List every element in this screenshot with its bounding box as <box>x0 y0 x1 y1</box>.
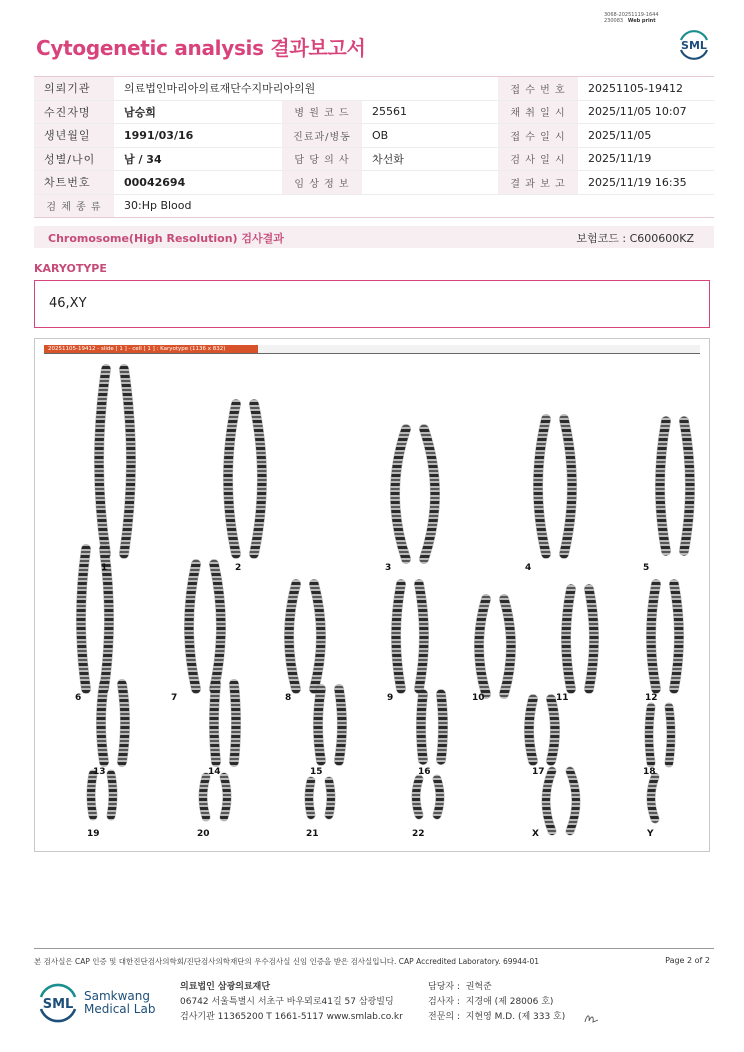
chromosome-label-17: 17 <box>532 767 545 777</box>
institution-info <box>180 980 403 1025</box>
samkwang-logo-text: Samkwang Medical Lab <box>84 989 156 1016</box>
chromosome-18-2 <box>669 707 671 763</box>
institution-name: 의료법인 삼광의료재단 <box>180 982 271 992</box>
info-label: 의뢰기관 <box>34 77 114 101</box>
samkwang-logo-icon <box>36 980 80 1024</box>
chromosome-label-14: 14 <box>208 767 221 777</box>
info-value: 2025/11/05 <box>578 124 714 148</box>
chromosome-label-18: 18 <box>643 767 656 777</box>
info-label: 진료과/병동 <box>282 124 362 148</box>
info-label: 수진자명 <box>34 100 114 124</box>
chromosome-label-19: 19 <box>87 829 100 839</box>
info-value: 20251105-19412 <box>578 77 714 101</box>
chromosome-8-2 <box>314 584 321 689</box>
info-label: 차트번호 <box>34 171 114 195</box>
info-label: 병 원 코 드 <box>282 100 362 124</box>
chromosome-2-1 <box>228 404 236 554</box>
chromosome-label-1: 1 <box>101 563 108 573</box>
sml-logo-text: SML <box>681 39 707 52</box>
chromosome-label-3: 3 <box>385 563 392 573</box>
chromosome-8-1 <box>289 584 296 689</box>
info-label: 임 상 정 보 <box>282 171 362 195</box>
chromosome-11-2 <box>589 589 594 689</box>
info-value: 00042694 <box>114 171 282 195</box>
chromosome-label-20: 20 <box>197 829 210 839</box>
chromosome-9-2 <box>419 584 424 689</box>
chromosome-label-4: 4 <box>525 563 532 573</box>
info-row <box>34 171 714 195</box>
chromosome-label-15: 15 <box>310 767 323 777</box>
staff-row: 담당자 : 권혁준 <box>428 982 492 992</box>
info-label: 검 사 일 시 <box>498 147 578 171</box>
chromosome-9-1 <box>396 584 401 689</box>
chromosome-label-5: 5 <box>643 563 650 573</box>
chromosome-4-2 <box>564 419 572 554</box>
karyogram-image <box>34 338 710 852</box>
chromosome-20-1 <box>203 777 206 817</box>
info-value: 차선화 <box>362 147 498 171</box>
chromosome-17-1 <box>529 699 533 761</box>
chromosome-13-1 <box>101 684 104 762</box>
chromosome-10-1 <box>479 599 486 694</box>
chromosome-7-1 <box>189 564 196 689</box>
info-label: 검 체 종 류 <box>34 194 114 218</box>
karyotype-value: 46,XY <box>49 296 87 311</box>
chromosome-label-Y: Y <box>647 829 654 839</box>
chromosome-label-10: 10 <box>472 693 485 703</box>
chromosome-16-2 <box>441 694 443 760</box>
info-label: 성별/나이 <box>34 147 114 171</box>
chromosome-X-1 <box>546 771 552 831</box>
chromosome-label-X: X <box>532 829 539 839</box>
chromosome-20-2 <box>224 777 227 817</box>
chromosome-label-22: 22 <box>412 829 425 839</box>
karyotype-label: KARYOTYPE <box>34 262 107 275</box>
info-value: OB <box>362 124 498 148</box>
karyotype-result-box <box>34 280 710 328</box>
chromosome-drawing <box>35 339 711 853</box>
info-value <box>362 171 498 195</box>
chromosome-19-2 <box>111 774 113 816</box>
staff-list <box>428 980 565 1025</box>
chromosome-2-2 <box>254 404 262 554</box>
chromosome-label-6: 6 <box>75 693 82 703</box>
karyogram-caption: 20251105-19412 - slide [ 1 ] - cell [ 1 ] : Karyotype (1136 x 832) <box>44 345 258 354</box>
chromosome-15-2 <box>339 689 342 761</box>
info-value: 남 / 34 <box>114 147 282 171</box>
staff-row: 전문의 : 지현영 M.D. (제 333 호) <box>428 1012 566 1022</box>
page-number: Page 2 of 2 <box>665 956 710 965</box>
chromosome-13-2 <box>122 684 125 762</box>
institution-address: 06742 서울특별시 서초구 바우뫼로41길 57 삼광빌딩 <box>180 997 394 1007</box>
staff-row: 검사자 : 지경애 (제 28006 호) <box>428 997 554 1007</box>
report-meta-sub: 230083 Web print <box>604 18 656 24</box>
chromosome-19-1 <box>91 774 93 816</box>
chromosome-3-1 <box>395 429 406 559</box>
signature-icon <box>584 1012 600 1024</box>
info-row <box>34 194 714 218</box>
chromosome-21-2 <box>329 781 331 815</box>
chromosome-3-2 <box>424 429 435 559</box>
info-label: 접 수 일 시 <box>498 124 578 148</box>
info-row <box>34 100 714 124</box>
accreditation-note: 본 검사실은 CAP 인증 및 대한진단검사의학회/진단검사의학재단의 우수검사실 신임 인증을 받은 검사실입니다. CAP Accredited Laboratory. 69944-01 <box>34 957 540 966</box>
chromosome-5-2 <box>684 421 690 551</box>
chromosome-label-2: 2 <box>235 563 242 573</box>
sml-logo-icon <box>676 26 712 62</box>
web-print-label: Web print <box>627 18 656 24</box>
footer-rule <box>34 948 714 949</box>
chromosome-16-1 <box>421 694 423 760</box>
chromosome-1-1 <box>99 369 106 554</box>
chromosome-14-1 <box>214 684 216 762</box>
info-value: 30:Hp Blood <box>114 194 714 218</box>
info-value: 2025/11/19 16:35 <box>578 171 714 195</box>
chromosome-14-2 <box>234 684 236 762</box>
info-row <box>34 77 714 101</box>
chromosome-12-2 <box>674 584 679 689</box>
chromosome-label-7: 7 <box>171 693 178 703</box>
chromosome-7-2 <box>214 564 221 689</box>
chromosome-label-13: 13 <box>93 767 106 777</box>
info-label: 생년월일 <box>34 124 114 148</box>
chromosome-label-21: 21 <box>306 829 319 839</box>
chromosome-18-1 <box>649 707 651 763</box>
chromosome-label-9: 9 <box>387 693 394 703</box>
chromosome-22-2 <box>437 779 440 815</box>
info-label: 채 취 일 시 <box>498 100 578 124</box>
result-section-title: Chromosome(High Resolution) 검사결과 <box>48 232 284 245</box>
chromosome-label-11: 11 <box>556 693 569 703</box>
chromosome-6-1 <box>81 549 86 689</box>
info-value: 1991/03/16 <box>114 124 282 148</box>
info-value: 의료법인마리아의료재단수지마리아의원 <box>114 77 498 101</box>
insurance-code: 보험코드 : C600600KZ <box>576 232 694 245</box>
info-label: 담 당 의 사 <box>282 147 362 171</box>
chromosome-Y <box>651 777 655 819</box>
info-label: 결 과 보 고 <box>498 171 578 195</box>
chromosome-22-1 <box>416 779 419 815</box>
info-label: 접 수 번 호 <box>498 77 578 101</box>
report-meta-id: 3068-20251119-1644 <box>604 12 659 18</box>
info-value: 남승희 <box>114 100 282 124</box>
info-value: 2025/11/05 10:07 <box>578 100 714 124</box>
chromosome-21-1 <box>309 781 311 815</box>
info-value: 25561 <box>362 100 498 124</box>
chromosome-X-2 <box>570 771 576 831</box>
institution-contact: 검사기관 11365200 T 1661-5117 www.smlab.co.kr <box>180 1012 403 1022</box>
chromosome-label-8: 8 <box>285 693 292 703</box>
info-value: 2025/11/19 <box>578 147 714 171</box>
info-row <box>34 147 714 171</box>
patient-info-table <box>34 76 714 218</box>
result-section-bar <box>34 226 714 248</box>
chromosome-17-2 <box>551 699 555 761</box>
chromosome-15-1 <box>318 689 321 761</box>
chromosome-5-1 <box>660 421 666 551</box>
chromosome-4-1 <box>538 419 546 554</box>
samkwang-logo-mark: SML <box>42 997 74 1012</box>
chromosome-12-1 <box>651 584 656 689</box>
chromosome-10-2 <box>504 599 511 694</box>
report-meta <box>604 12 659 24</box>
chromosome-label-12: 12 <box>645 693 658 703</box>
chromosome-1-2 <box>124 369 131 554</box>
page-title: Cytogenetic analysis 결과보고서 <box>36 36 366 60</box>
chromosome-11-1 <box>566 589 571 689</box>
chromosome-label-16: 16 <box>418 767 431 777</box>
info-row <box>34 124 714 148</box>
